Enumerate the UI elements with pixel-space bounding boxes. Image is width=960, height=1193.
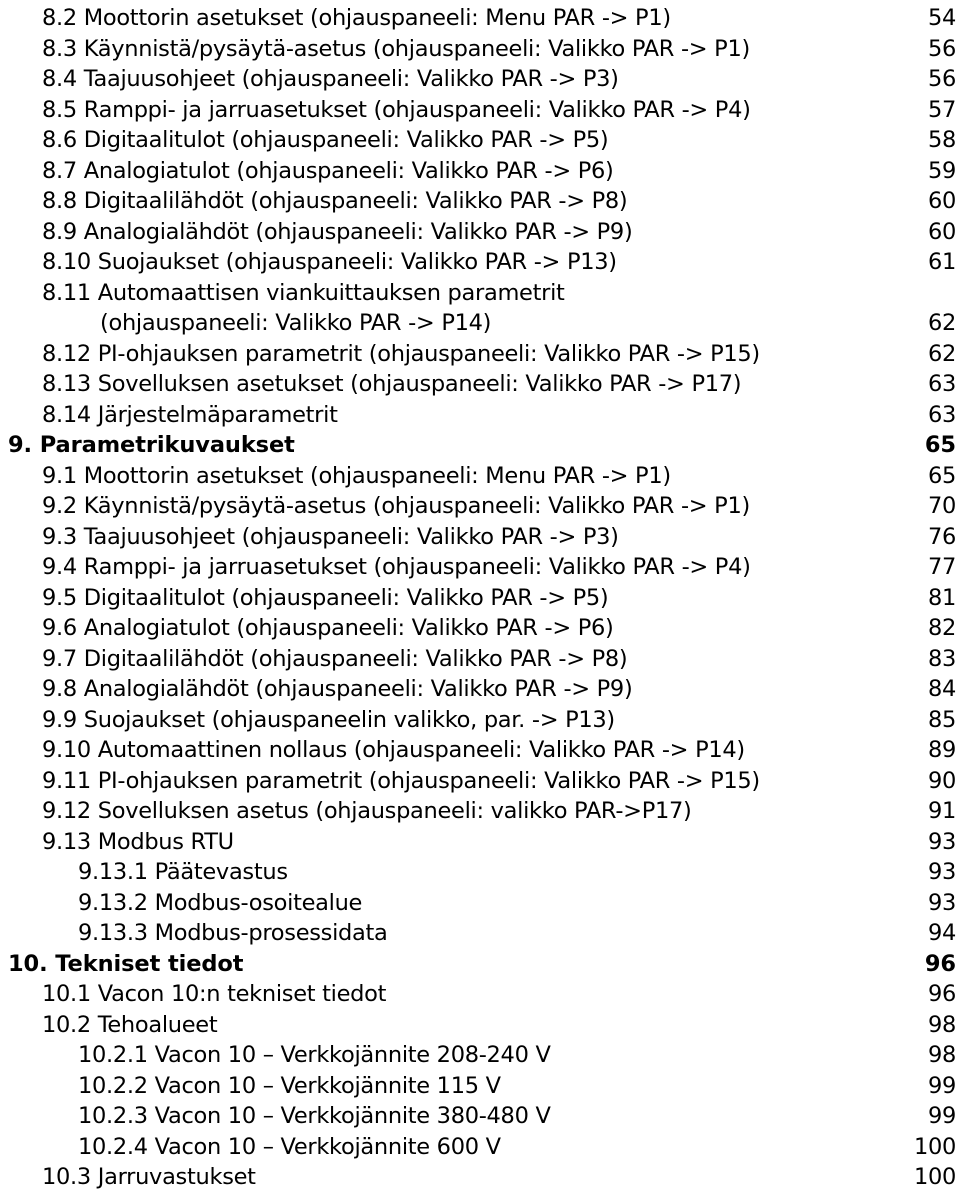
toc-entry-number: 9.13.2 (78, 889, 148, 916)
toc-entry-text: Vacon 10:n tekniset tiedot (97, 981, 387, 1007)
toc-entry[interactable] (0, 1010, 960, 1041)
toc-entry-text: PI-ohjauksen parametrit (ohjauspaneeli: Valikko PAR -> P15) (97, 767, 760, 794)
toc-entry-text: Automaattisen viankuittauksen parametrit (97, 279, 565, 306)
toc-entry-title (42, 827, 234, 858)
toc-page-number: 65 (924, 432, 956, 458)
toc-page-number: 85 (927, 706, 956, 733)
toc-entry-title (42, 400, 338, 431)
toc-entry-text: Moottorin asetukset (ohjauspaneeli: Menu PAR -> P1) (83, 462, 671, 489)
toc-entry-title (42, 644, 627, 675)
toc-chapter-entry[interactable] (0, 949, 960, 980)
toc-entry-number: 10.2.2 (78, 1072, 148, 1099)
toc-entry-number: 8.11 (42, 279, 91, 306)
toc-entry-number: 9.13 (42, 828, 91, 855)
toc-entry-number: 9.13.3 (78, 920, 148, 946)
toc-entry-text: Digitaalitulot (ohjauspaneeli: Valikko PAR -> P5) (83, 127, 609, 153)
toc-entry-number: 9.12 (42, 798, 91, 824)
toc-entry[interactable] (0, 522, 960, 553)
toc-entry[interactable] (0, 857, 960, 888)
toc-entry-text: Modbus-prosessidata (154, 920, 388, 946)
toc-entry-title (42, 1162, 256, 1193)
toc-entry[interactable] (0, 796, 960, 827)
toc-entry[interactable] (0, 308, 960, 339)
toc-page-number: 94 (927, 920, 956, 946)
toc-entry[interactable] (0, 156, 960, 187)
toc-entry-title (42, 339, 760, 370)
toc-entry-number: 9.11 (42, 767, 91, 794)
toc-entry[interactable] (0, 888, 960, 919)
toc-entry-number: 8.2 (42, 5, 77, 31)
toc-entry-text: PI-ohjauksen parametrit (ohjauspaneeli: Valikko PAR -> P15) (97, 340, 760, 367)
toc-entry-title (42, 3, 671, 34)
toc-entry-text: (ohjauspaneeli: Valikko PAR -> P14) (100, 310, 492, 336)
toc-entry-title (42, 278, 565, 309)
toc-entry-text: Taajuusohjeet (ohjauspaneeli: Valikko PAR -> P3) (83, 523, 619, 550)
toc-page-number: 60 (927, 188, 956, 214)
toc-entry-text: Analogiatulot (ohjauspaneeli: Valikko PAR -> P6) (83, 615, 614, 641)
toc-page-number: 93 (927, 828, 956, 855)
toc-entry-text: Vacon 10 – Verkkojännite 380-480 V (154, 1103, 551, 1129)
toc-page-number: 98 (927, 1042, 956, 1068)
toc-entry-number: 10.3 (42, 1164, 91, 1190)
toc-entry-text: Käynnistä/pysäytä-asetus (ohjauspaneeli: Valikko PAR -> P1) (83, 493, 750, 519)
toc-entry-title (42, 156, 613, 187)
toc-page-number: 84 (927, 676, 956, 702)
toc-entry-number: 8.4 (42, 66, 77, 92)
toc-entry[interactable] (0, 64, 960, 95)
toc-page-number: 63 (927, 401, 956, 428)
toc-page-number: 93 (927, 889, 956, 916)
toc-page-number: 63 (927, 371, 956, 397)
toc-entry[interactable] (0, 827, 960, 858)
toc-entry-number: 10. (8, 950, 48, 977)
toc-entry-text: Käynnistä/pysäytä-asetus (ohjauspaneeli: Valikko PAR -> P1) (83, 35, 750, 62)
toc-entry-title (42, 583, 608, 614)
toc-page-number: 91 (927, 798, 956, 824)
toc-entry-text: Analogialähdöt (ohjauspaneeli: Valikko PAR -> P9) (83, 676, 633, 702)
toc-page-number: 96 (927, 981, 956, 1007)
toc-page-number: 89 (927, 737, 956, 763)
toc-page-number: 99 (927, 1072, 956, 1099)
toc-page-number: 96 (924, 950, 956, 977)
toc-entry[interactable] (0, 491, 960, 522)
toc-entry-title (42, 979, 386, 1010)
toc-page-number: 76 (927, 523, 956, 550)
toc-entry-number: 8.5 (42, 96, 77, 123)
toc-entry-title (42, 64, 619, 95)
toc-page-number: 99 (927, 1103, 956, 1129)
toc-page-number: 54 (927, 5, 956, 31)
toc-entry-number: 10.1 (42, 981, 91, 1007)
toc-entry[interactable] (0, 766, 960, 797)
toc-entry-text: Sovelluksen asetukset (ohjauspaneeli: Valikko PAR -> P17) (97, 371, 742, 397)
toc-entry-number: 10.2.3 (78, 1103, 148, 1129)
toc-entry-title (42, 34, 750, 65)
toc-entry[interactable] (0, 735, 960, 766)
toc-entry[interactable] (0, 1071, 960, 1102)
toc-entry-text: Parametrikuvaukset (39, 432, 295, 458)
toc-entry-text: Modbus RTU (97, 828, 234, 855)
toc-entry-text: Tekniset tiedot (55, 950, 244, 977)
toc-entry[interactable] (0, 1162, 960, 1193)
toc-entry[interactable] (0, 1040, 960, 1071)
toc-entry-number: 10.2.4 (78, 1133, 148, 1160)
toc-entry[interactable] (0, 613, 960, 644)
toc-entry[interactable] (0, 552, 960, 583)
toc-entry[interactable] (0, 918, 960, 949)
toc-page-number: 82 (927, 615, 956, 641)
toc-entry-text: Tehoalueet (97, 1011, 218, 1038)
toc-entry-number: 9.9 (42, 706, 77, 733)
toc-entry[interactable] (0, 339, 960, 370)
toc-entry-title (42, 491, 750, 522)
toc-page-number: 70 (927, 493, 956, 519)
toc-entry-text: Sovelluksen asetus (ohjauspaneeli: valikko PAR->P17) (97, 798, 692, 824)
toc-entry[interactable] (0, 247, 960, 278)
toc-entry-text: Vacon 10 – Verkkojännite 600 V (154, 1133, 501, 1160)
toc-entry-number: 8.3 (42, 35, 77, 62)
toc-entry-number: 9.6 (42, 615, 77, 641)
toc-page-number: 59 (927, 157, 956, 184)
toc-entry-number: 9.10 (42, 737, 91, 763)
toc-entry-text: Jarruvastukset (97, 1164, 256, 1190)
toc-entry-number: 8.9 (42, 218, 77, 245)
toc-entry-text: Vacon 10 – Verkkojännite 115 V (154, 1072, 501, 1099)
toc-chapter-entry[interactable] (0, 430, 960, 461)
toc-entry[interactable] (0, 461, 960, 492)
toc-entry-title (42, 369, 741, 400)
toc-entry[interactable] (0, 400, 960, 431)
toc-entry-number: 9.3 (42, 523, 77, 550)
toc-entry-title (42, 461, 671, 492)
toc-page-number: 100 (913, 1164, 956, 1190)
toc-entry-title (42, 217, 632, 248)
toc-entry-title (8, 949, 243, 980)
toc-entry-title (42, 674, 632, 705)
toc-entry-number: 10.2.1 (78, 1042, 148, 1068)
toc-entry-text: Modbus-osoitealue (154, 889, 363, 916)
toc-entry-number: 9.7 (42, 645, 77, 672)
toc-entry-title (8, 430, 295, 461)
toc-entry-number: 8.14 (42, 401, 91, 428)
table-of-contents (0, 3, 960, 1193)
toc-page-number: 62 (927, 310, 956, 336)
toc-entry-text: Vacon 10 – Verkkojännite 208-240 V (154, 1042, 551, 1068)
toc-entry[interactable] (0, 1101, 960, 1132)
toc-entry-title (100, 308, 491, 339)
toc-page-number: 100 (913, 1133, 956, 1160)
toc-entry-title (42, 95, 751, 126)
toc-entry-number: 9.4 (42, 554, 77, 580)
toc-entry-number: 8.8 (42, 188, 77, 214)
toc-entry-title (78, 918, 388, 949)
toc-entry[interactable] (0, 644, 960, 675)
toc-page-number: 81 (927, 584, 956, 611)
toc-entry-number: 8.13 (42, 371, 91, 397)
toc-entry[interactable] (0, 125, 960, 156)
toc-entry-title (42, 186, 627, 217)
toc-entry[interactable] (0, 583, 960, 614)
toc-entry-title (78, 1071, 501, 1102)
toc-page-number: 57 (927, 96, 956, 123)
toc-page-number: 65 (927, 462, 956, 489)
toc-entry-title (78, 1040, 551, 1071)
toc-entry[interactable] (0, 979, 960, 1010)
toc-entry-title (78, 888, 362, 919)
toc-entry[interactable] (0, 674, 960, 705)
toc-entry-number: 8.7 (42, 157, 77, 184)
toc-entry-title (78, 857, 288, 888)
toc-entry-number: 8.10 (42, 249, 91, 275)
toc-entry-text: Järjestelmäparametrit (97, 401, 338, 428)
toc-entry-number: 9.1 (42, 462, 77, 489)
toc-entry-text: Päätevastus (154, 859, 288, 885)
toc-entry-text: Analogiatulot (ohjauspaneeli: Valikko PAR -> P6) (83, 157, 614, 184)
toc-entry-number: 9.13.1 (78, 859, 148, 885)
toc-entry[interactable] (0, 186, 960, 217)
toc-entry-title (42, 766, 760, 797)
toc-entry-number: 9. (8, 432, 33, 458)
toc-entry-text: Moottorin asetukset (ohjauspaneeli: Menu PAR -> P1) (83, 5, 671, 31)
toc-entry-title (42, 125, 608, 156)
toc-entry[interactable] (0, 3, 960, 34)
toc-entry-title (42, 552, 751, 583)
toc-page-number: 77 (927, 554, 956, 580)
toc-entry-text: Analogialähdöt (ohjauspaneeli: Valikko PAR -> P9) (83, 218, 633, 245)
toc-entry-text: Automaattinen nollaus (ohjauspaneeli: Valikko PAR -> P14) (97, 737, 745, 763)
toc-page-number: 60 (927, 218, 956, 245)
toc-entry-text: Digitaalitulot (ohjauspaneeli: Valikko PAR -> P5) (83, 584, 609, 611)
toc-page-number: 83 (927, 645, 956, 672)
toc-page-number: 98 (927, 1011, 956, 1038)
toc-entry-number: 9.8 (42, 676, 77, 702)
toc-entry[interactable] (0, 95, 960, 126)
toc-entry[interactable] (0, 369, 960, 400)
toc-entry[interactable] (0, 34, 960, 65)
toc-entry-text: Suojaukset (ohjauspaneeli: Valikko PAR -> P13) (97, 249, 617, 275)
toc-page-number: 93 (927, 859, 956, 885)
toc-entry[interactable] (0, 217, 960, 248)
toc-entry-number: 8.12 (42, 340, 91, 367)
toc-entry-title (42, 1010, 217, 1041)
toc-entry[interactable] (0, 705, 960, 736)
toc-entry-title (78, 1132, 501, 1163)
toc-entry-title (42, 705, 615, 736)
toc-page-number: 62 (927, 340, 956, 367)
toc-entry-text: Suojaukset (ohjauspaneelin valikko, par. -> P13) (83, 706, 615, 733)
toc-page-number: 56 (927, 35, 956, 62)
toc-entry[interactable] (0, 278, 960, 309)
toc-entry-text: Digitaalilähdöt (ohjauspaneeli: Valikko PAR -> P8) (83, 188, 628, 214)
toc-entry-text: Digitaalilähdöt (ohjauspaneeli: Valikko PAR -> P8) (83, 645, 628, 672)
toc-entry-title (42, 735, 745, 766)
toc-entry-number: 8.6 (42, 127, 77, 153)
toc-entry-title (42, 796, 692, 827)
toc-page-number: 58 (927, 127, 956, 153)
toc-entry-title (42, 522, 619, 553)
toc-page-number: 90 (927, 767, 956, 794)
toc-entry-number: 9.5 (42, 584, 77, 611)
toc-entry-number: 10.2 (42, 1011, 91, 1038)
toc-page-number: 56 (927, 66, 956, 92)
toc-entry-text: Taajuusohjeet (ohjauspaneeli: Valikko PAR -> P3) (83, 66, 619, 92)
toc-entry-number: 9.2 (42, 493, 77, 519)
toc-entry-text: Ramppi- ja jarruasetukset (ohjauspaneeli: Valikko PAR -> P4) (83, 96, 751, 123)
toc-entry-title (42, 247, 617, 278)
toc-entry-title (42, 613, 613, 644)
toc-entry[interactable] (0, 1132, 960, 1163)
toc-page-number: 61 (927, 249, 956, 275)
toc-entry-title (78, 1101, 551, 1132)
toc-entry-text: Ramppi- ja jarruasetukset (ohjauspaneeli: Valikko PAR -> P4) (83, 554, 751, 580)
